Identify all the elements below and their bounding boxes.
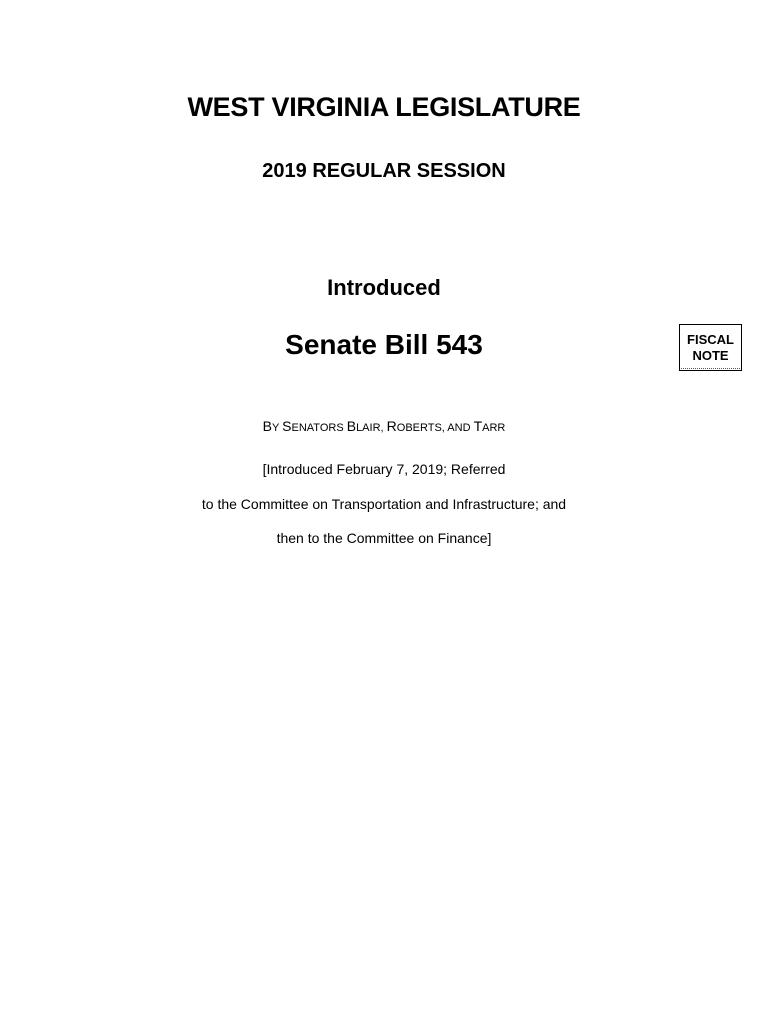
introduction-line-2: to the Committee on Transportation and Infrastructure; and — [201, 496, 567, 512]
sponsor-text: B — [262, 418, 272, 434]
sponsor-text: ARR — [482, 422, 506, 434]
sponsor-text: S — [282, 418, 292, 434]
introduction-line-3: then to the Committee on Finance] — [276, 530, 492, 546]
legislature-title: WEST VIRGINIA LEGISLATURE — [187, 92, 581, 122]
fiscal-note-line1: FISCAL — [687, 332, 734, 347]
introduction-line-1: [Introduced February 7, 2019; Referred — [262, 461, 506, 477]
sponsor-text: Y — [271, 422, 283, 434]
sponsor-text: B — [346, 418, 357, 434]
sponsor-text: LAIR, — [356, 422, 387, 434]
bill-status: Introduced — [327, 275, 441, 300]
sponsor-text: T — [473, 418, 483, 434]
fiscal-note-box — [679, 324, 742, 371]
bill-title: Senate Bill 543 — [285, 329, 483, 360]
sponsor-text: R — [386, 418, 397, 434]
sponsor-text: OBERTS, AND — [396, 422, 474, 434]
sponsors-line — [0, 418, 769, 434]
fiscal-note-line2: NOTE — [692, 348, 729, 363]
session-title: 2019 REGULAR SESSION — [262, 160, 506, 182]
sponsor-text: ENATORS — [291, 422, 347, 434]
